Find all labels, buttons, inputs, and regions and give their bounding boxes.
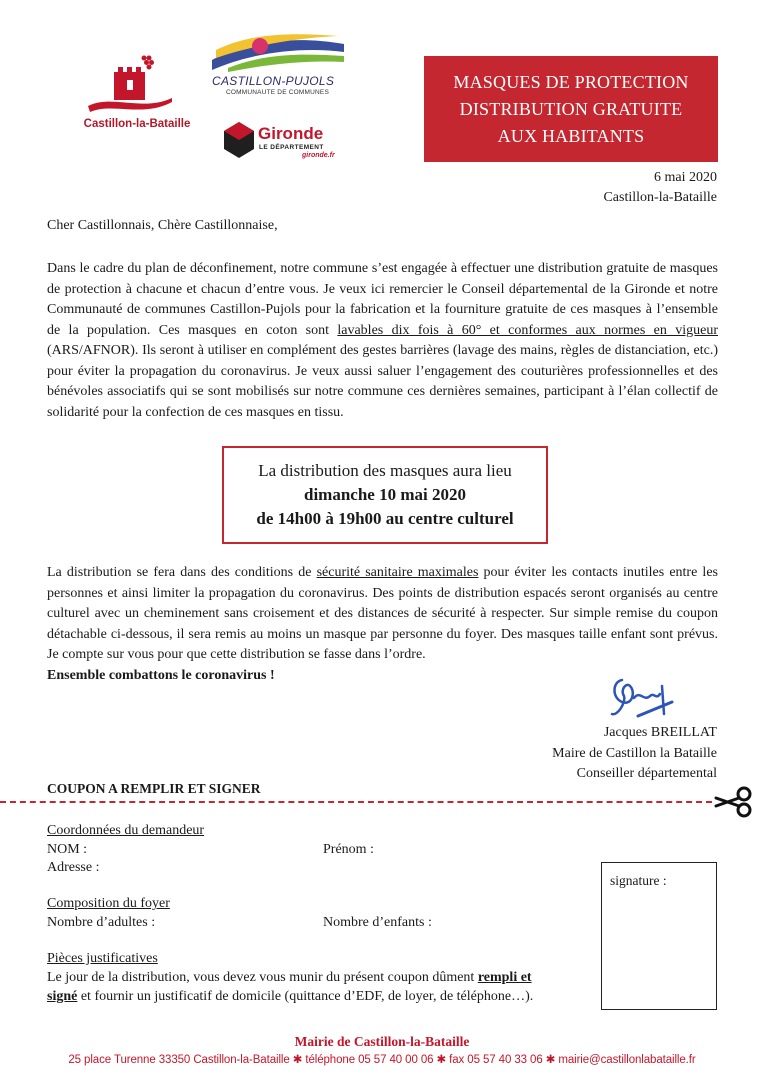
gironde-logo [222, 120, 342, 162]
castle-tower-icon [82, 50, 192, 118]
handwritten-signature [608, 672, 680, 724]
documents-text-2: et fournir un justificatif de domicile (quittance d’EDF, de loyer, de téléphone…). [77, 989, 534, 1004]
gironde-logo-subtitle: LE DÉPARTEMENT [259, 144, 324, 151]
paragraph-conditions-part1: La distribution se fera dans des conditions de [47, 565, 317, 580]
paragraph-conditions-underlined: sécurité sanitaire maximales [316, 565, 479, 580]
gironde-logo-url: gironde.fr [302, 152, 335, 159]
letter-place: Castillon-la-Bataille [603, 190, 717, 205]
documents-bold-signe: signé [47, 989, 78, 1004]
documents-text-1: Le jour de la distribution, vous devez vous munir du présent coupon dûment [47, 970, 478, 985]
field-prenom-label: Prénom : [323, 842, 374, 857]
castillon-logo-text: Castillon-la-Bataille [83, 118, 191, 130]
paragraph-intro-underlined: lavables dix fois à 60° et conformes aux normes en vigueur [337, 322, 719, 338]
paragraph-conditions-part2: pour éviter les contacts inutiles entre les personnes et ainsi limiter la propagation du coronavirus. Des points de distribution espacés seront organisés au centre culturel avec un cheminement sans croisement et des distances de sécurité à respecter. Sur simple remise du coupon détachable ci-dessous, il sera remis au moins un masque par personne du foyer. Des masques taille enfant sont prévus. Je compte sur vous pour que cette distribution se fasse dans l’ordre. [47, 565, 718, 662]
gironde-logo-name: Gironde [258, 124, 324, 143]
distribution-time-place: de 14h00 à 19h00 au centre culturel [256, 509, 514, 528]
paragraph-intro-part1: Dans le cadre du plan de déconfinement, notre commune s’est engagée à effectuer une distribution gratuite de masques de protection à chacune et chacun d’entre vous. Je veux ici remercier le Conseil départemental de la Gironde et notre Communauté de communes Castillon-Pujols pour la fabrication et la fourniture gratuite de ces masques à l’ensemble de la population. Ces masques en coton sont [47, 261, 718, 338]
date-block [603, 168, 717, 208]
signatory-role-councillor: Conseiller départemental [576, 766, 717, 781]
paragraph-intro-part2: (ARS/AFNOR). Ils seront à utiliser en complément des gestes barrières (lavage des mains, règles de distanciation, etc.) pour éviter la propagation du coronavirus. Je veux aussi saluer l’engagement des couturières professionnelles et des bénévoles associatifs qui se sont mobilisés sur notre commune ces dernières semaines, participant à l’élan collectif de solidarité pour la confection de ces masques en tissu. [47, 343, 718, 420]
signatory-role-mayor: Maire de Castillon la Bataille [552, 745, 717, 761]
cdc-logo [208, 30, 348, 100]
footer-mairie: Mairie de Castillon-la-Bataille [294, 1034, 470, 1049]
field-children-label: Nombre d’enfants : [323, 915, 432, 930]
title-line-3: AUX HABITANTS [497, 125, 645, 146]
footer-contact: 25 place Turenne 33350 Castillon-la-Bataille ✱ téléphone 05 57 40 00 06 ✱ fax 05 57 40 33 06 ✱ mairie@castillonlabataille.fr [68, 1054, 696, 1066]
documents-bold-rempli: rempli et [477, 970, 532, 985]
distribution-date: dimanche 10 mai 2020 [304, 485, 466, 504]
cdc-logo-subtitle: COMMUNAUTE DE COMMUNES [226, 89, 329, 96]
paragraph-conditions [47, 563, 718, 686]
cut-line [0, 801, 712, 803]
distribution-info-box [222, 446, 548, 544]
documents-instructions [47, 968, 587, 1006]
field-adresse-label: Adresse : [47, 860, 100, 875]
castillon-logo [82, 50, 192, 140]
distribution-info-line-1: La distribution des masques aura lieu [258, 461, 512, 480]
section-household: Composition du foyer [47, 896, 170, 911]
slogan: Ensemble combattons le coronavirus ! [47, 667, 275, 683]
field-adults-label: Nombre d’adultes : [47, 915, 156, 930]
paragraph-intro [47, 259, 718, 423]
section-documents: Pièces justificatives [47, 951, 158, 966]
letter-date: 6 mai 2020 [654, 170, 717, 185]
gironde-hexagon-icon [222, 120, 256, 160]
signature-block [552, 723, 717, 785]
cdc-logo-name: CASTILLON-PUJOLS [212, 74, 335, 88]
signatory-name: Jacques BREILLAT [603, 725, 717, 740]
landscape-icon [208, 30, 348, 74]
field-nom-label: NOM : [47, 842, 88, 857]
section-requester: Coordonnées du demandeur [47, 823, 205, 838]
scissors-icon [714, 786, 754, 818]
signature-box[interactable] [601, 862, 717, 1010]
title-line-1: MASQUES DE PROTECTION [453, 71, 689, 92]
signature-box-label: signature : [610, 873, 667, 888]
title-banner [424, 56, 718, 162]
greeting: Cher Castillonnais, Chère Castillonnaise, [47, 218, 278, 233]
coupon-title: COUPON A REMPLIR ET SIGNER [47, 781, 261, 796]
title-line-2: DISTRIBUTION GRATUITE [459, 98, 683, 119]
